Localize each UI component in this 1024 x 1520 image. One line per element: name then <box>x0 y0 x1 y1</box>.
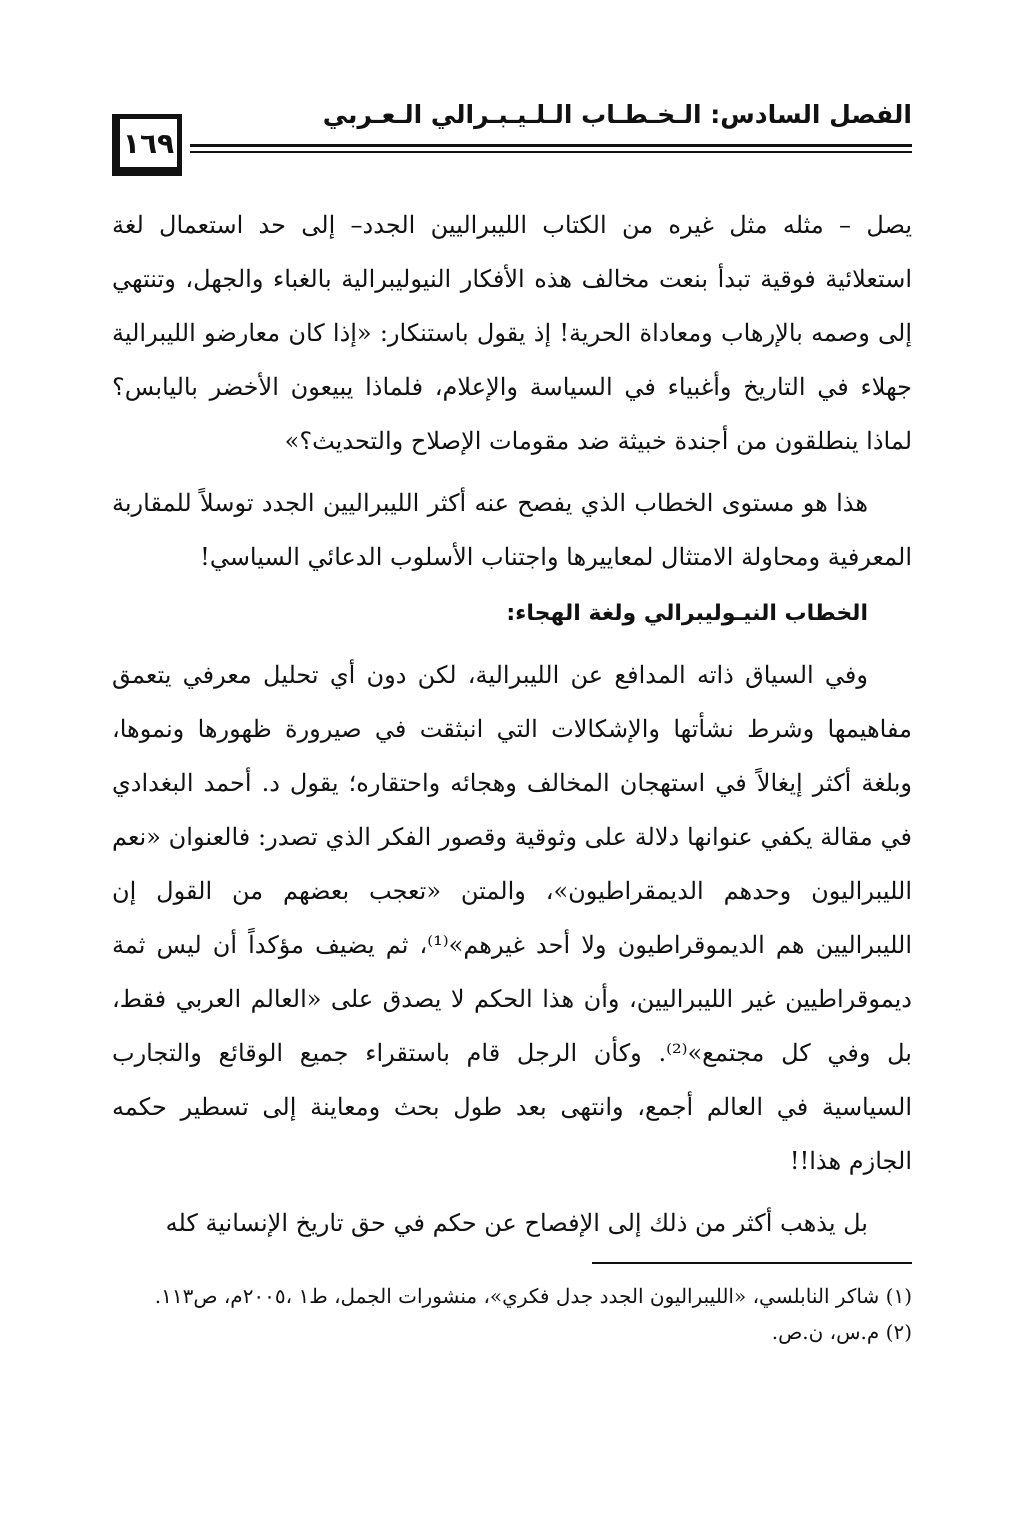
section-heading: الخطاب النيـوليبرالي ولغة الهجاء: <box>506 601 868 626</box>
header-rule-thin <box>190 151 912 153</box>
chapter-title: الفصل السادس: الـخـطـاب الـلـيـبـرالي الـعـربي <box>322 100 912 129</box>
page-number: ١٦٩ <box>112 114 182 176</box>
paragraph-1: يصل – مثله مثل غيره من الكتاب الليبراليين الجدد– إلى حد استعمال لغة استعلائية فوقية تبدأ بنعت مخالف هذه الأفكار النيوليبرالية بالغباء والجهل، وتنتهي إلى وصمه بالإرهاب ومعاداة الحرية! إذ يقول باستنكار: «إذا كان معارضو الليبرالية جهلاء في التاريخ وأغبياء في السياسة والإعلام، فلماذا يبيعون الأخضر باليابس؟ لماذا ينطلقون من أجندة خبيثة ضد مقومات الإصلاح والتحديث؟» <box>112 211 912 455</box>
paragraph-3: وفي السياق ذاته المدافع عن الليبرالية، لكن دون أي تحليل معرفي يتعمق مفاهيمها وشرط نشأتها والإشكالات التي انبثقت في صيرورة ظهورها ونموها، وبلغة أكثر إيغالاً في استهجان المخالف وهجائه واحتقاره؛ يقول د. أحمد البغدادي في مقالة يكفي عنوانها دلالة على وثوقية وقصور الفكر الذي تصدر: فالعنوان «نعم الليبراليون وحدهم الديمقراطيون»، والمتن «تعجب بعضهم من القول إن الليبراليين هم الديموقراطيون ولا أحد غيرهم»⁽¹⁾، ثم يضيف مؤكداً أن ليس ثمة ديموقراطيين غير الليبراليين، وأن هذا الحكم لا يصدق على «العالم العربي فقط، بل وفي كل مجتمع»⁽²⁾. وكأن الرجل قام باستقراء جميع الوقائع والتجارب السياسية في العالم أجمع، وانتهى بعد طول بحث ومعاينة إلى تسطير حكمه الجازم هذا!! <box>112 661 912 1175</box>
header-rule <box>190 144 912 147</box>
footnotes <box>112 1278 912 1350</box>
paragraph-2: هذا هو مستوى الخطاب الذي يفصح عنه أكثر الليبراليين الجدد توسلاً للمقاربة المعرفية ومحاولة الامتثال لمعاييرها واجتناب الأسلوب الدعائي السياسي! <box>112 489 912 571</box>
footnote-2: (٢) م.س، ن.ص. <box>771 1320 912 1344</box>
paragraph-4: بل يذهب أكثر من ذلك إلى الإفصاح عن حكم في حق تاريخ الإنسانية كله <box>165 1209 868 1237</box>
footnote-1: (١) شاكر النابلسي، «الليبراليون الجدد جدل فكري»، منشورات الجمل، ط١ ،٢٠٠٥م، ص١١٣. <box>154 1284 912 1308</box>
running-header <box>112 100 912 190</box>
footnote-separator <box>592 1262 912 1264</box>
body-text <box>112 198 912 1250</box>
